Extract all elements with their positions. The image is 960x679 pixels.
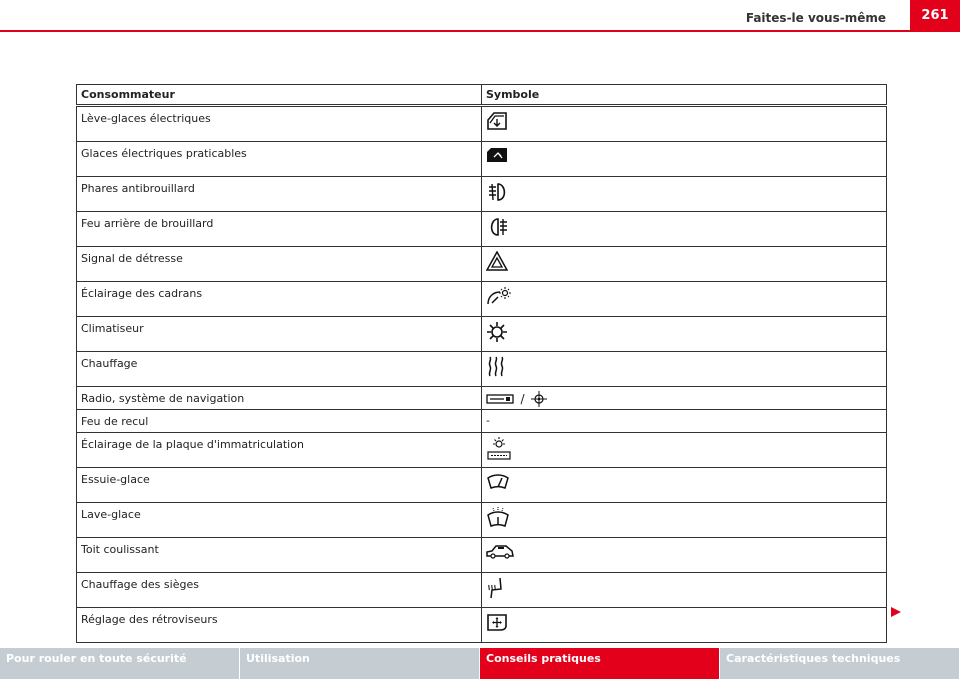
license-plate-light-icon <box>486 437 512 461</box>
table-row <box>77 608 887 643</box>
mirror-adjust-icon <box>486 612 510 632</box>
column-header-symbol: Symbole <box>482 85 887 106</box>
table-row <box>77 247 887 282</box>
consumer-name: Chauffage <box>77 352 482 387</box>
table-row <box>77 573 887 608</box>
symbol-cell <box>482 352 887 387</box>
table-row <box>77 142 887 177</box>
power-window-icon <box>486 111 508 131</box>
table-row <box>77 387 887 410</box>
tab-practical-tips[interactable]: Conseils pratiques <box>480 648 719 679</box>
consumer-name: Toit coulissant <box>77 538 482 573</box>
table-row <box>77 410 887 433</box>
section-title: Faites-le vous-même <box>745 11 886 25</box>
windscreen-washer-icon <box>486 507 510 529</box>
table-row <box>77 433 887 468</box>
symbol-cell <box>482 433 887 468</box>
front-fog-light-icon <box>486 181 510 203</box>
consumer-name: Réglage des rétroviseurs <box>77 608 482 643</box>
symbol-cell <box>482 247 887 282</box>
next-page-arrow-icon[interactable] <box>890 606 902 618</box>
symbol-cell <box>482 503 887 538</box>
page-number: 261 <box>910 0 960 30</box>
symbol-cell <box>482 573 887 608</box>
windscreen-wiper-icon <box>486 472 510 492</box>
footer-nav <box>0 648 960 679</box>
seat-heating-icon <box>486 577 506 599</box>
symbol-cell <box>482 282 887 317</box>
air-conditioning-icon <box>486 321 508 343</box>
consumer-name: Feu arrière de brouillard <box>77 212 482 247</box>
consumer-name: Chauffage des sièges <box>77 573 482 608</box>
table-row <box>77 212 887 247</box>
table-row <box>77 538 887 573</box>
consumer-name: Lève-glaces électriques <box>77 106 482 142</box>
tab-safety[interactable]: Pour rouler en toute sécurité <box>0 648 239 679</box>
table-header-row <box>77 85 887 106</box>
symbol-cell <box>482 317 887 352</box>
consumer-name: Éclairage de la plaque d'immatriculation <box>77 433 482 468</box>
consumer-name: Climatiseur <box>77 317 482 352</box>
consumer-name: Essuie-glace <box>77 468 482 503</box>
hazard-warning-icon <box>486 251 508 271</box>
symbol-cell <box>482 212 887 247</box>
consumer-name: Lave-glace <box>77 503 482 538</box>
consumer-name: Signal de détresse <box>77 247 482 282</box>
symbol-separator: / <box>520 392 525 406</box>
symbol-cell <box>482 142 887 177</box>
tab-operation[interactable]: Utilisation <box>240 648 479 679</box>
table-row <box>77 468 887 503</box>
sunroof-icon <box>486 542 514 560</box>
navigation-icon <box>531 391 547 407</box>
consumer-name: Éclairage des cadrans <box>77 282 482 317</box>
symbol-cell <box>482 608 887 643</box>
symbol-cell <box>482 468 887 503</box>
table-row <box>77 177 887 212</box>
symbol-cell <box>482 177 887 212</box>
window-switch-icon <box>486 146 508 164</box>
consumer-name: Phares antibrouillard <box>77 177 482 212</box>
table-row <box>77 317 887 352</box>
symbol-cell <box>482 538 887 573</box>
table-row <box>77 106 887 142</box>
table-row <box>77 352 887 387</box>
tab-technical-specs[interactable]: Caractéristiques techniques <box>720 648 959 679</box>
consumers-table <box>76 84 887 643</box>
column-header-consumer: Consommateur <box>77 85 482 106</box>
symbol-cell <box>482 387 887 410</box>
heating-icon <box>486 356 506 378</box>
instrument-lighting-icon <box>486 286 512 308</box>
header-bar <box>0 0 960 32</box>
consumer-name: Radio, système de navigation <box>77 387 482 410</box>
table-row <box>77 503 887 538</box>
consumer-name: Feu de recul <box>77 410 482 433</box>
table-row <box>77 282 887 317</box>
symbol-text: - <box>482 410 887 433</box>
consumer-name: Glaces électriques praticables <box>77 142 482 177</box>
rear-fog-light-icon <box>486 216 510 238</box>
symbol-cell <box>482 106 887 142</box>
radio-icon <box>486 394 514 404</box>
